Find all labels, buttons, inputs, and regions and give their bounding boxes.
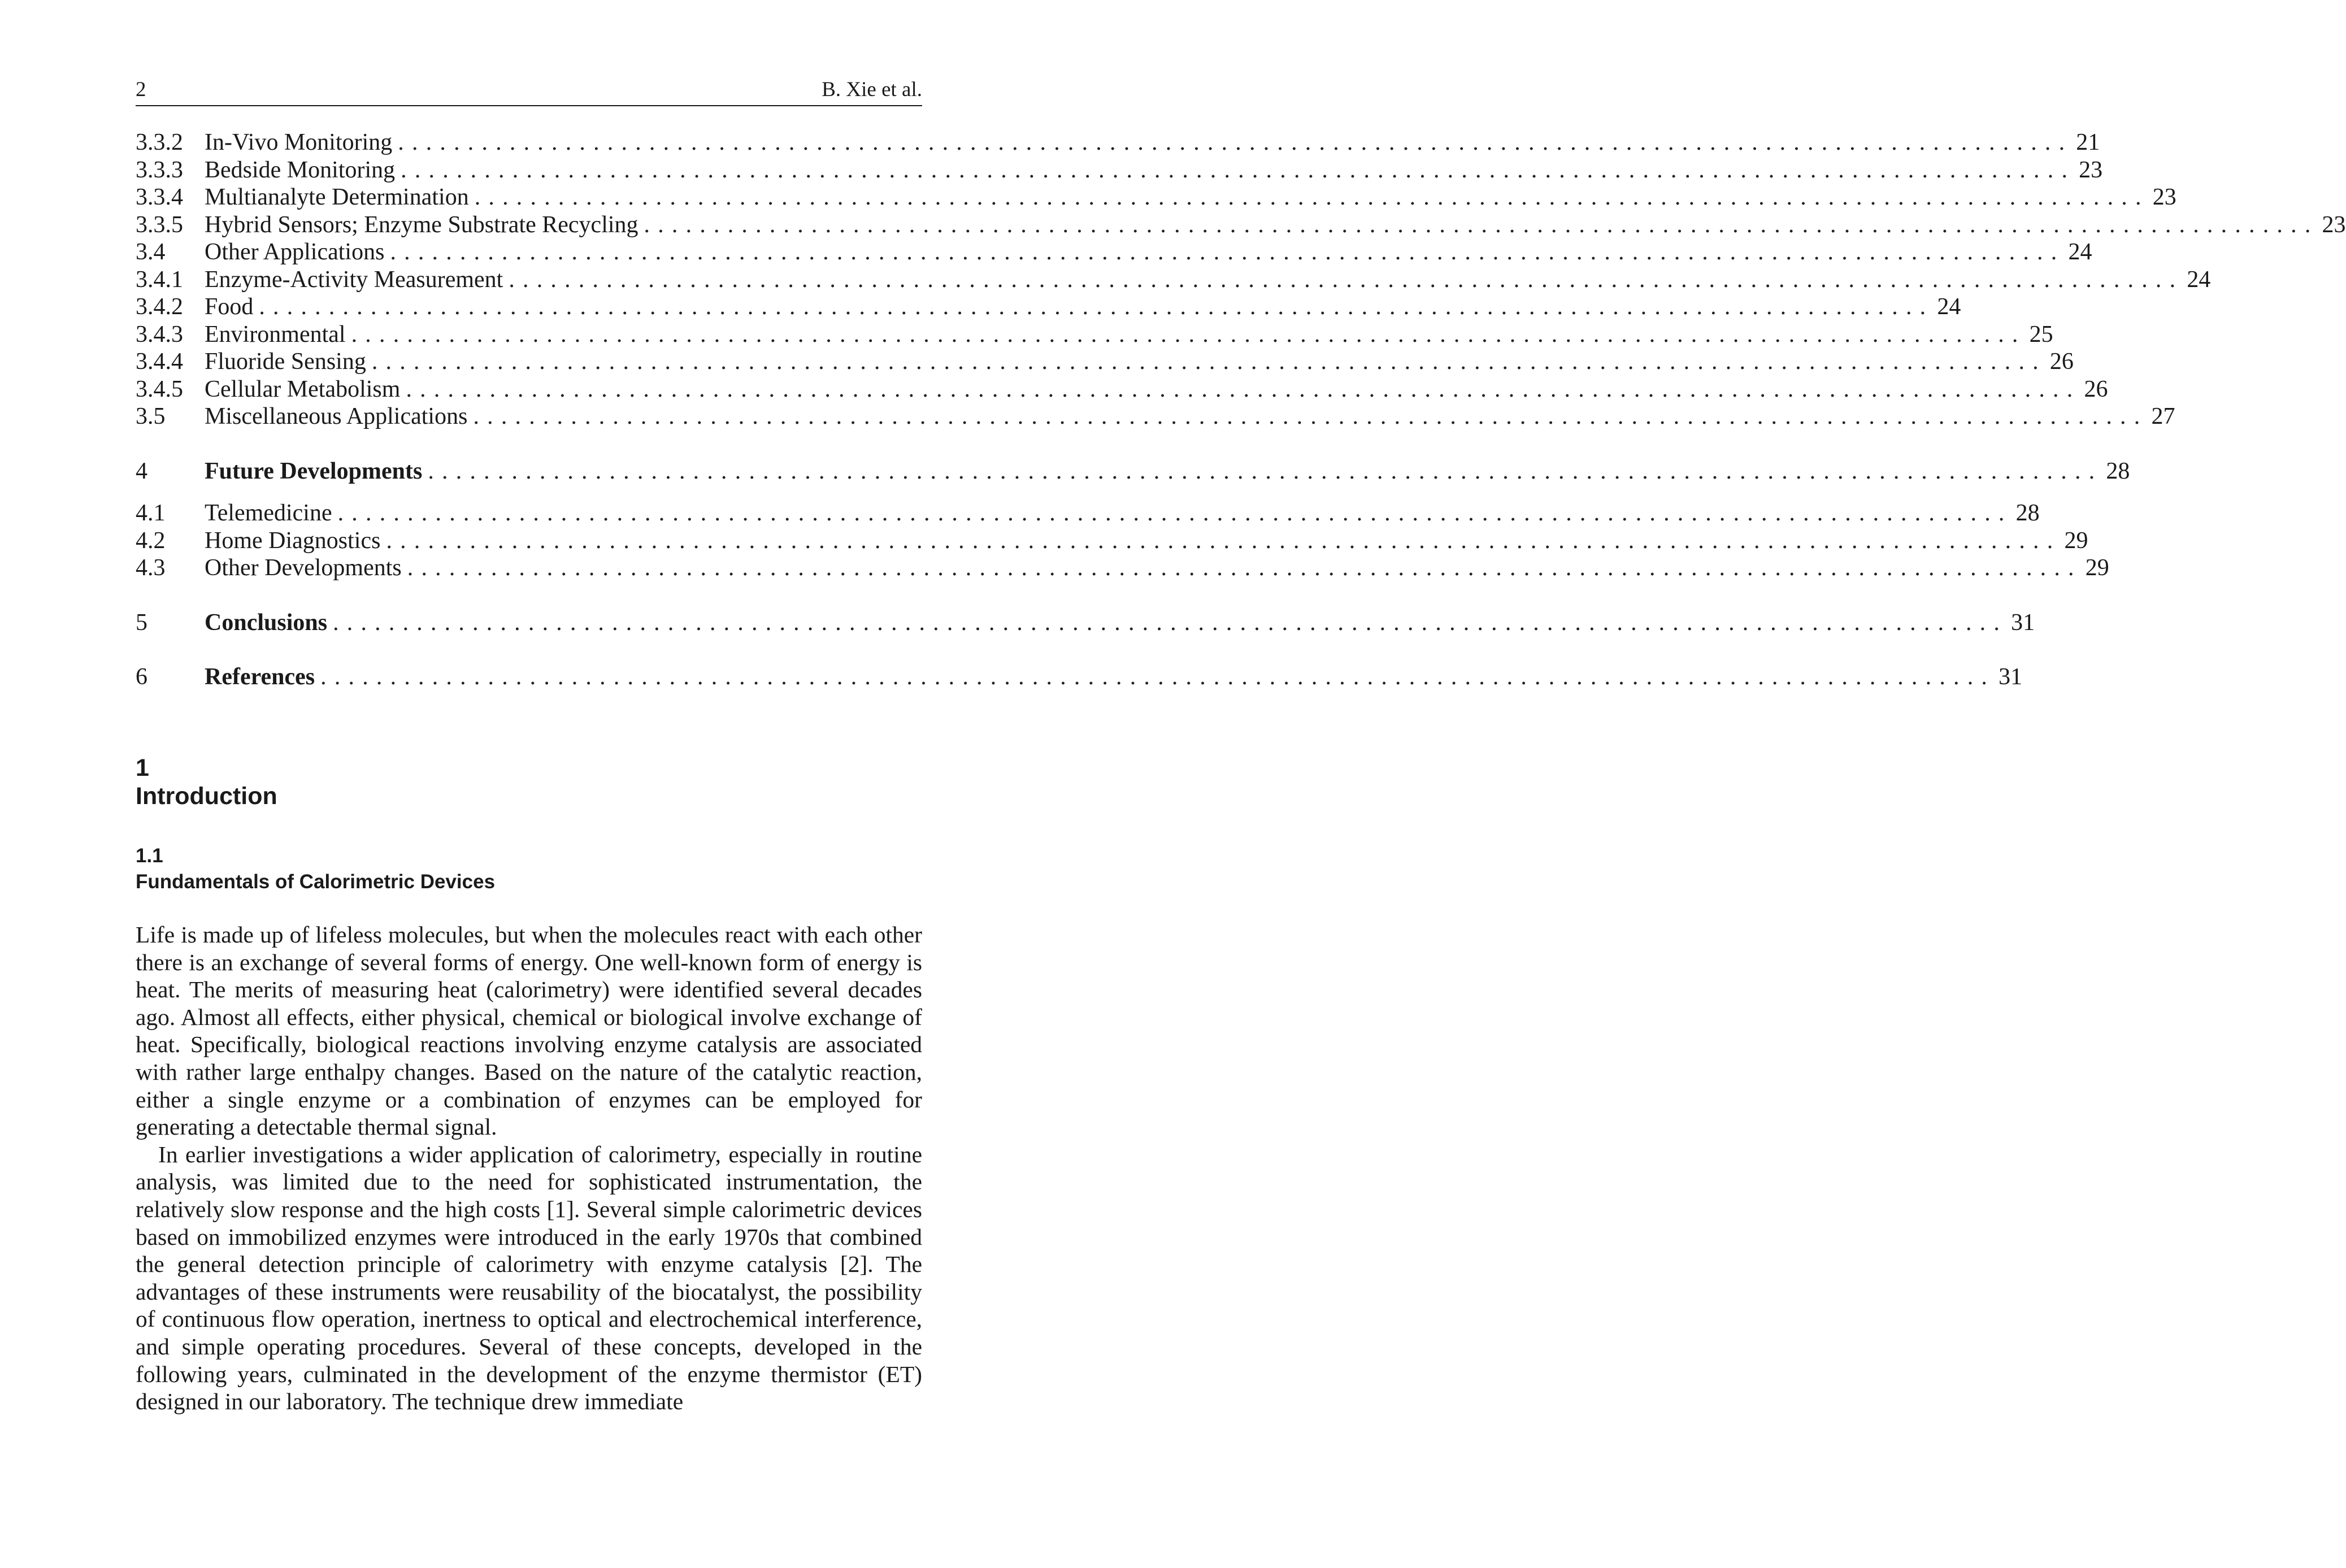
toc-entry-title: Cellular Metabolism [205, 376, 401, 402]
toc-entry[interactable] [136, 211, 2346, 239]
toc-leader-dots: ........................................................................................................................ [644, 211, 2319, 238]
toc-chapter-entry[interactable] [136, 609, 2035, 637]
toc-entry-page: 29 [2064, 527, 2088, 554]
running-head-authors: B. Xie et al. [822, 78, 922, 101]
paragraph: Life is made up of lifeless molecules, but when the molecules react with each other there is an exchange of several forms of energy. One well-known form of energy is heat. The merits of measuring heat (calorimetry) were identified several decades ago. Almost all effects, either physical, chemical or biological involve exchange of heat. Specifically, biological reactions involving enzyme catalysis are associated with rather large enthalpy changes. Based on the nature of the catalytic reaction, either a single enzyme or a combination of enzymes can be employed for generating a detectable thermal signal. [136, 922, 922, 1140]
toc-entry-title: References [205, 664, 315, 690]
toc-entry[interactable] [136, 321, 2053, 349]
toc-entry-number: 3.4.5 [136, 376, 183, 402]
toc-entry-page: 26 [2049, 349, 2074, 375]
toc-entry[interactable] [136, 238, 2092, 266]
toc-entry[interactable] [136, 293, 1961, 321]
toc-entry-number: 4 [136, 458, 147, 484]
toc-leader-dots: ........................................................................................................................ [351, 321, 2026, 348]
toc-leader-dots: ........................................................................................................................ [337, 500, 2013, 527]
toc-entry-number: 3.4.2 [136, 294, 183, 320]
toc-entry-page: 28 [2106, 458, 2130, 484]
toc-entry-title: Environmental [205, 321, 346, 348]
toc-entry-title: Bedside Monitoring [205, 157, 396, 183]
toc-entry-number: 3.3.2 [136, 129, 183, 156]
toc-entry-page: 25 [2029, 321, 2053, 348]
toc-entry-title: Future Developments [205, 458, 423, 484]
toc-spacer [136, 431, 922, 458]
toc-leader-dots: ........................................................................................................................ [390, 239, 2065, 266]
toc-entry[interactable] [136, 403, 2175, 431]
toc-entry[interactable] [136, 348, 2074, 376]
toc-entry-title: Other Developments [205, 555, 402, 581]
toc-entry-number: 4.1 [136, 500, 166, 527]
toc-entry-number: 3.3.5 [136, 211, 183, 238]
page-number: 2 [136, 78, 146, 101]
paragraph: In earlier investigations a wider application of calorimetry, especially in routine analysis, was limited due to the need for sophisticated instrumentation, the relatively slow response and the high costs [1]. Several simple calorimetric devices based on immobilized enzymes were introduced in the early 1970s that combined the general detection principle of calorimetry with enzyme catalysis [2]. The advantages of these instruments were reusability of the biocatalyst, the possibility of continuous flow operation, inertness to optical and electrochemical interference, and simple operating procedures. Several of these concepts, developed in the following years, culminated in the development of the enzyme thermistor (ET) designed in our laboratory. The technique drew immediate [136, 1141, 922, 1415]
toc-entry-page: 24 [2068, 239, 2092, 266]
table-of-contents [136, 129, 2346, 691]
toc-entry[interactable] [136, 266, 2211, 294]
toc-leader-dots: ........................................................................................................................ [407, 555, 2082, 581]
toc-entry[interactable] [136, 184, 2176, 211]
section-heading [136, 754, 277, 810]
toc-entry-number: 3.3.3 [136, 157, 183, 183]
toc-entry[interactable] [136, 554, 2109, 582]
toc-entry-number: 4.3 [136, 555, 166, 581]
toc-entry-page: 27 [2151, 403, 2175, 430]
toc-entry-title: Home Diagnostics [205, 527, 381, 554]
toc-entry-title: In-Vivo Monitoring [205, 129, 393, 156]
toc-chapter-entry[interactable] [136, 458, 2130, 485]
toc-entry-page: 28 [2015, 500, 2040, 527]
toc-entry[interactable] [136, 499, 2040, 527]
toc-spacer [136, 485, 922, 499]
toc-entry-page: 21 [2076, 129, 2100, 156]
toc-leader-dots: ........................................................................................................................ [371, 349, 2047, 375]
toc-entry-title: Hybrid Sensors; Enzyme Substrate Recycling [205, 211, 638, 238]
toc-entry[interactable] [136, 129, 2100, 157]
toc-entry-page: 24 [1937, 294, 1961, 320]
toc-entry-title: Food [205, 294, 254, 320]
toc-spacer [136, 582, 922, 609]
running-head [136, 78, 922, 106]
toc-entry-page: 23 [2322, 211, 2346, 238]
toc-entry-title: Miscellaneous Applications [205, 403, 468, 430]
toc-leader-dots: ........................................................................................................................ [386, 527, 2061, 554]
subsection-number: 1.1 [136, 845, 163, 867]
toc-entry[interactable] [136, 157, 2103, 184]
section-number: 1 [136, 754, 149, 781]
toc-entry-title: Telemedicine [205, 500, 332, 527]
toc-entry-number: 6 [136, 664, 147, 690]
toc-leader-dots: ........................................................................................................................ [473, 403, 2148, 430]
toc-entry-title: Conclusions [205, 609, 328, 636]
toc-entry-number: 3.3.4 [136, 184, 183, 211]
toc-entry-page: 26 [2084, 376, 2108, 402]
toc-entry-title: Other Applications [205, 239, 385, 266]
toc-entry-page: 29 [2085, 555, 2109, 581]
body-text [136, 921, 922, 1415]
toc-entry-number: 3.4.1 [136, 266, 183, 293]
section-title: Introduction [136, 783, 277, 810]
toc-entry-number: 3.5 [136, 403, 166, 430]
toc-leader-dots: ........................................................................................................................ [398, 129, 2073, 156]
toc-leader-dots: ........................................................................................................................ [320, 664, 1996, 690]
toc-leader-dots: ........................................................................................................................ [474, 184, 2149, 211]
toc-entry-number: 3.4.3 [136, 321, 183, 348]
toc-entry-page: 31 [2011, 609, 2035, 636]
toc-entry-page: 24 [2187, 266, 2211, 293]
toc-entry-number: 3.4 [136, 239, 166, 266]
toc-leader-dots: ........................................................................................................................ [401, 157, 2076, 183]
toc-leader-dots: ........................................................................................................................ [406, 376, 2081, 402]
toc-entry[interactable] [136, 527, 2088, 555]
toc-chapter-entry[interactable] [136, 663, 2023, 691]
toc-leader-dots: ........................................................................................................................ [509, 266, 2184, 293]
toc-entry-number: 3.4.4 [136, 349, 183, 375]
toc-entry-page: 23 [2079, 157, 2103, 183]
subsection-heading [136, 843, 495, 895]
toc-entry-number: 4.2 [136, 527, 166, 554]
toc-spacer [136, 636, 922, 663]
toc-entry-title: Fluoride Sensing [205, 349, 366, 375]
toc-entry-page: 23 [2152, 184, 2176, 211]
toc-leader-dots: ........................................................................................................................ [259, 294, 1934, 320]
toc-entry-number: 5 [136, 609, 147, 636]
toc-leader-dots: ........................................................................................................................ [333, 609, 2008, 636]
toc-entry-page: 31 [1999, 664, 2023, 690]
toc-leader-dots: ........................................................................................................................ [428, 458, 2103, 484]
toc-entry[interactable] [136, 376, 2108, 403]
toc-entry-title: Enzyme-Activity Measurement [205, 266, 503, 293]
subsection-title: Fundamentals of Calorimetric Devices [136, 871, 496, 893]
toc-entry-title: Multianalyte Determination [205, 184, 469, 211]
